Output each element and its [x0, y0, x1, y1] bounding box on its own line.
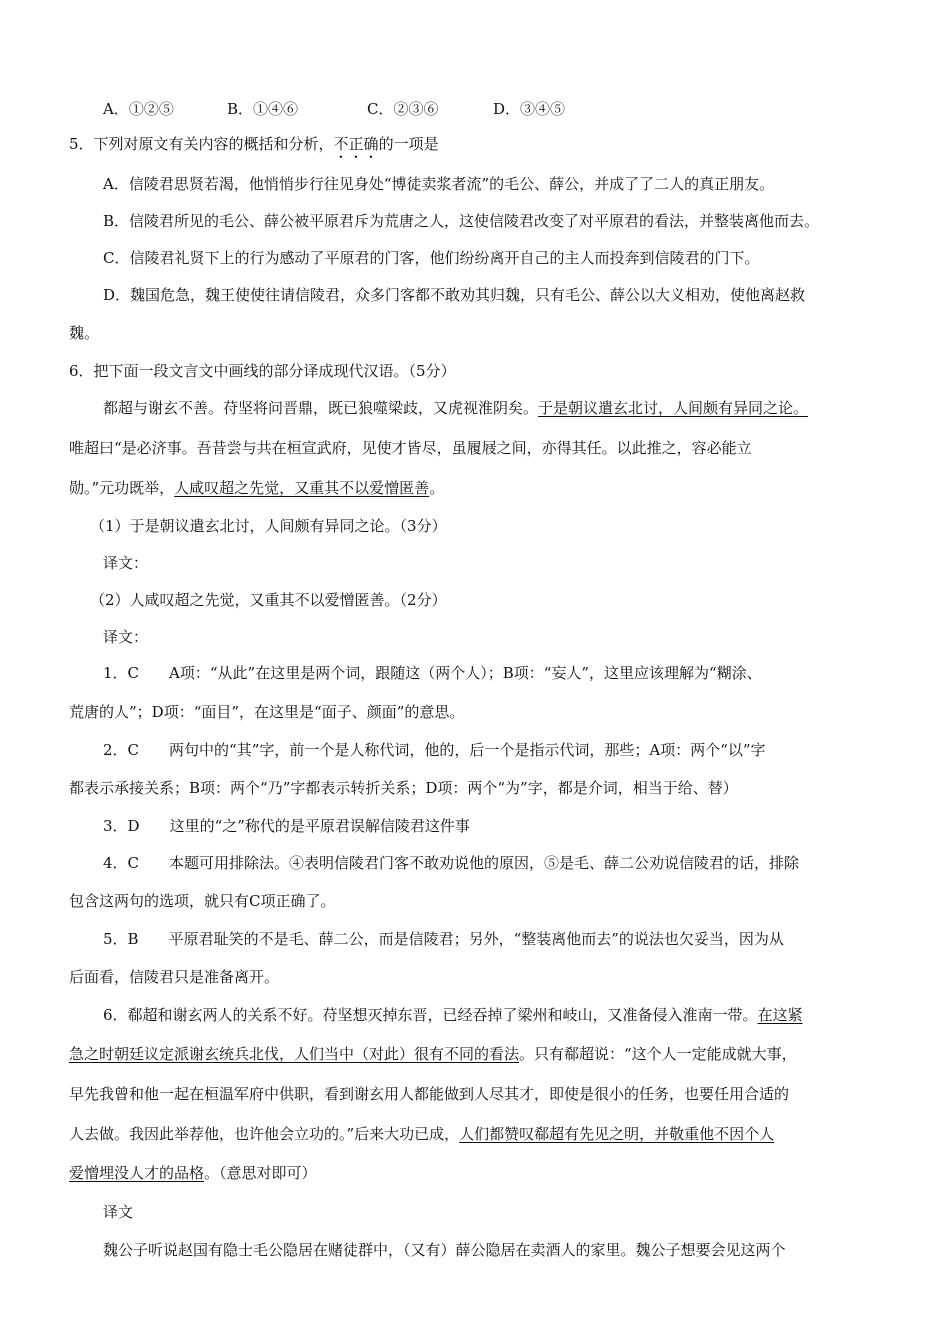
- q4-option-b: B．①④⑥: [227, 100, 299, 118]
- answer-2: 2．C 两句中的“其”字，前一个是人称代词，他的，后一个是指示代词，那些；A项：两个“以”字: [103, 741, 766, 759]
- translation-heading: 译文: [103, 1203, 134, 1221]
- q6-passage-text: 都超与谢玄不善。苻坚将问晋鼎，既已狼噬梁歧，又虎视淮阴矣。: [103, 399, 539, 417]
- q5-stem: [69, 134, 439, 162]
- q6-underlined-2: 人咸叹超之先觉，又重其不以爱憎匿善: [174, 479, 430, 497]
- q6-stem: 6．把下面一段文言文中画线的部分译成现代汉语。（5分）: [69, 362, 456, 380]
- answer-4: 4．C 本题可用排除法。④表明信陵君门客不敢劝说他的原因，⑤是毛、薛二公劝说信陵君的话，排除: [103, 854, 800, 872]
- q4-options: [103, 99, 565, 119]
- q5-option-b: B．信陵君所见的毛公、薛公被平原君斥为荒唐之人，这使信陵君改变了对平原君的看法，并整装离他而去。: [103, 212, 820, 230]
- answer-3: 3．D 这里的“之”称代的是平原君误解信陵君这件事: [103, 817, 470, 835]
- q6-translation-label-1: 译文：: [103, 554, 149, 572]
- translation-line-1: 魏公子听说赵国有隐士毛公隐居在赌徒群中，（又有）薛公隐居在卖酒人的家里。魏公子想要会见这两个: [103, 1241, 786, 1259]
- answer-6-text: 6．郗超和谢玄两人的关系不好。苻坚想灭掉东晋，已经吞掉了梁州和岐山，又准备侵入淮南一带。: [103, 1006, 758, 1024]
- q6-translation-label-2: 译文：: [103, 628, 149, 646]
- answer-6-text-4: 人去做。我因此举荐他，也许他会立功的。”后来大功已成，: [69, 1125, 460, 1143]
- answer-6-underlined-5: 爱憎埋没人才的品格: [69, 1164, 205, 1182]
- answer-6-line-2: [69, 1044, 797, 1064]
- q6-passage-line-2: 唯超曰“是必济事。吾昔尝与共在桓宣武府，见使才皆尽，虽履屐之间，亦得其任。以此推之，容必能立: [69, 439, 752, 457]
- q6-underlined-1: 于是朝议遣玄北讨，人间颇有异同之论。: [538, 399, 809, 417]
- answer-4-cont: 包含这两句的选项，就只有C项正确了。: [69, 892, 336, 910]
- q6-sub-2: （2）人咸叹超之先觉，又重其不以爱憎匿善。（2分）: [90, 591, 447, 609]
- answer-6-text-5: 。（意思对即可）: [204, 1164, 317, 1182]
- answer-6-line-3: 早先我曾和他一起在桓温军府中供职，看到谢玄用人都能做到人尽其才，即使是很小的任务，也要任用合适的: [69, 1085, 790, 1103]
- q6-passage-end: 。: [429, 479, 445, 497]
- q4-option-d: D．③④⑤: [493, 100, 566, 118]
- q6-sub-1: （1）于是朝议遣玄北讨，人间颇有异同之论。（3分）: [90, 517, 447, 535]
- q6-passage-line-3: [69, 478, 444, 498]
- answer-6-underlined-2: 急之时朝廷议定派谢玄统兵北伐，人们当中（对此）很有不同的看法: [69, 1045, 520, 1063]
- q4-option-c: C．②③⑥: [367, 100, 439, 118]
- answer-1: 1．C A项：“从此”在这里是两个词，跟随这（两个人）；B项：“妄人”，这里应该理解为“糊涂、: [103, 664, 762, 682]
- q5-option-a: A．信陵君思贤若渴，他悄悄步行往见身处“博徒卖浆者流”的毛公、薛公，并成了了二人的真正朋友。: [103, 175, 775, 193]
- q6-passage-line-1: [103, 398, 808, 418]
- q4-option-a: A．①②⑤: [103, 100, 174, 118]
- answer-6-underlined-4: 人们都赞叹郗超有先见之明，并敬重他不因个人: [459, 1125, 775, 1143]
- answer-6-line-1: [103, 1005, 803, 1025]
- q5-option-c: C．信陵君礼贤下上的行为感动了平原君的门客，他们纷纷离开自己的主人而投奔到信陵君的门下。: [103, 249, 760, 267]
- answer-6-line-4: [69, 1124, 774, 1144]
- q6-passage-text-3: 勋。”元功既举，: [69, 479, 175, 497]
- answer-6-underlined: 在这紧: [757, 1006, 803, 1024]
- answer-6-text-2: 。只有郗超说：“这个人一定能成就大事，: [519, 1045, 797, 1063]
- answer-1-cont: 荒唐的人”；D项：“面目”，在这里是“面子、颜面”的意思。: [69, 703, 465, 721]
- q5-option-d-cont: 魏。: [69, 324, 100, 342]
- q5-stem-text: 5．下列对原文有关内容的概括和分析，: [69, 135, 334, 153]
- answer-6-line-5: [69, 1163, 317, 1183]
- answer-5-cont: 后面看，信陵君只是准备离开。: [69, 968, 280, 986]
- answer-5: 5．B 平原君耻笑的不是毛、薛二公，而是信陵君；另外，“整装离他而去”的说法也欠妥当，因为从: [103, 930, 784, 948]
- q5-option-d: D．魏国危急，魏王使使往请信陵君，众多门客都不敢劝其归魏，只有毛公、薛公以大义相劝，使他离赵救: [103, 286, 806, 304]
- answer-2-cont: 都表示承接关系；B项：两个“乃”字都表示转折关系；D项：两个“为”字，都是介词，相当于给、替）: [69, 779, 738, 797]
- q5-emphasis-text: 不正确: [333, 135, 379, 153]
- q5-stem-end: 的一项是: [378, 135, 439, 153]
